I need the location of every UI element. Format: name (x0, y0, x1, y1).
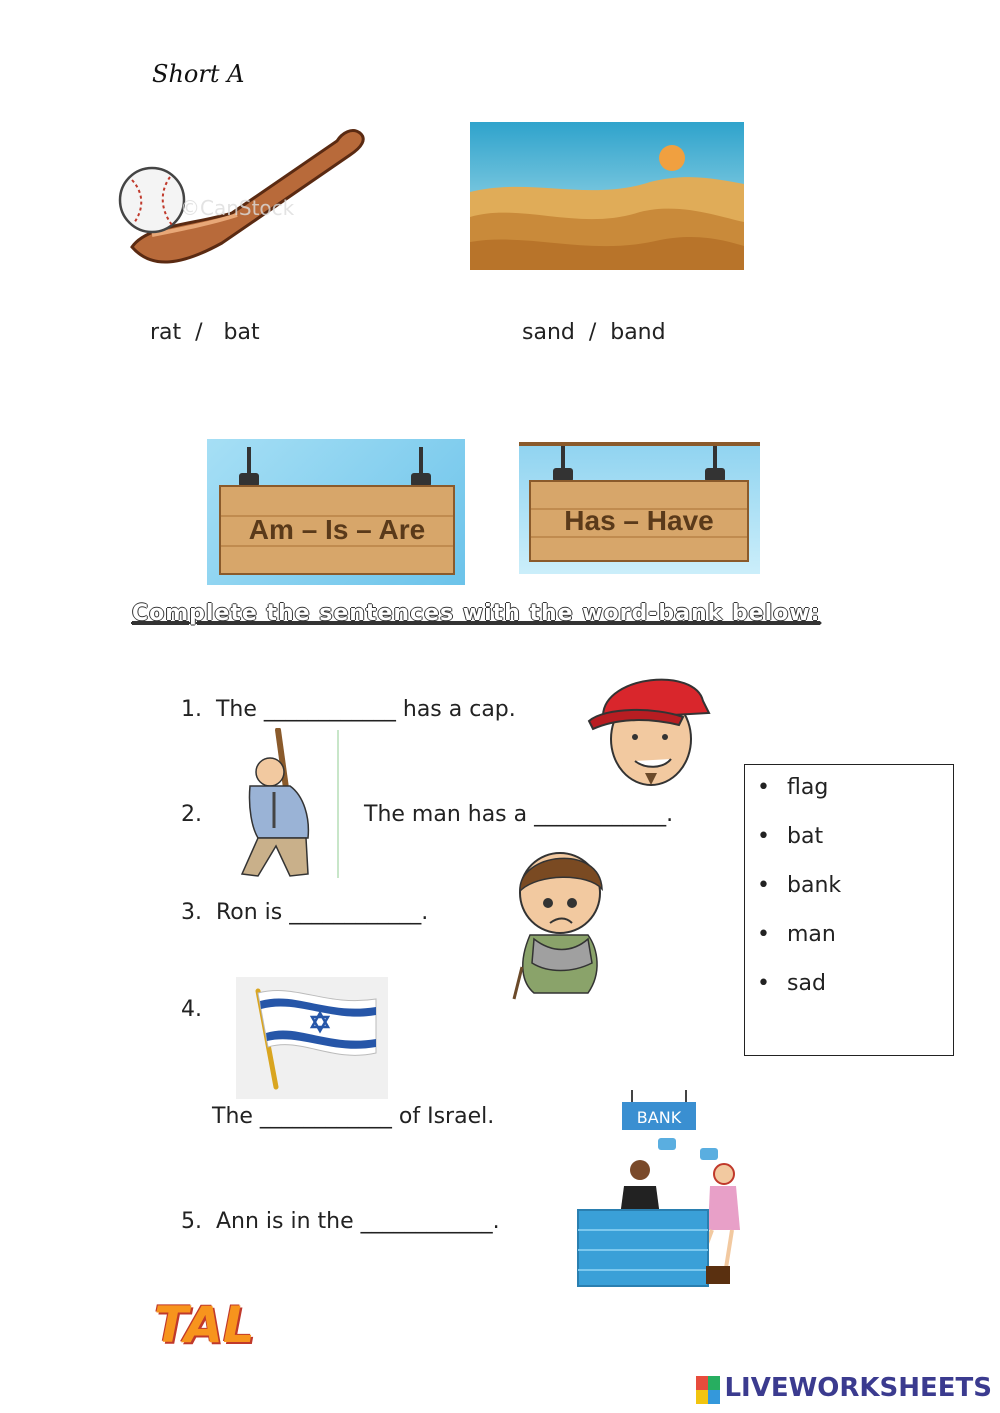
sentence-3: 3. Ron is ____________. (181, 900, 429, 925)
tal-logo: TAL (154, 1296, 255, 1354)
word-bank-item: • bank (787, 873, 841, 898)
sentence-4: The ____________ of Israel. (212, 1104, 495, 1129)
sign-text: Am – Is – Are (248, 514, 426, 545)
has-have-sign (519, 442, 760, 574)
sign-text: Has – Have (564, 505, 714, 536)
word-bank-item: • sad (787, 971, 826, 996)
sand-word-choices: sand / band (522, 320, 666, 345)
liveworksheets-brand[interactable]: LIVEWORKSHEETS (724, 1373, 992, 1403)
sentence-5: 5. Ann is in the ____________. (181, 1209, 500, 1234)
am-is-are-sign (207, 439, 465, 585)
sentence-2-number: 2. (181, 802, 202, 827)
man-with-bat-image (228, 728, 348, 883)
word-bank-item: • flag (787, 775, 828, 800)
baseball-bat-image (112, 125, 374, 280)
bat-word-choices: rat / bat (150, 320, 260, 345)
sentence-4-number: 4. (181, 997, 202, 1022)
flag-icon (236, 977, 388, 1099)
sentence-2: The man has a ____________. (364, 802, 674, 827)
man-with-cap-image (585, 657, 713, 789)
israel-flag-image (236, 977, 388, 1099)
watermark-text: ©CanStock (180, 196, 295, 220)
sad-boy-image (508, 843, 610, 1000)
bank-scene-image (570, 1090, 742, 1290)
sentence-1: 1. The ____________ has a cap. (181, 697, 516, 722)
sun-icon (659, 145, 685, 171)
baseball-icon (120, 168, 184, 232)
liveworksheets-logo-icon (696, 1376, 720, 1404)
word-bank-item: • bat (787, 824, 823, 849)
worksheet-title: Short A (152, 60, 245, 88)
instruction-heading: Complete the sentences with the word-bank below: (132, 601, 821, 626)
bank-sign-text: BANK (636, 1108, 682, 1127)
word-bank-item: • man (787, 922, 836, 947)
word-bank-box (744, 764, 954, 1056)
desert-sand-image (470, 122, 744, 270)
